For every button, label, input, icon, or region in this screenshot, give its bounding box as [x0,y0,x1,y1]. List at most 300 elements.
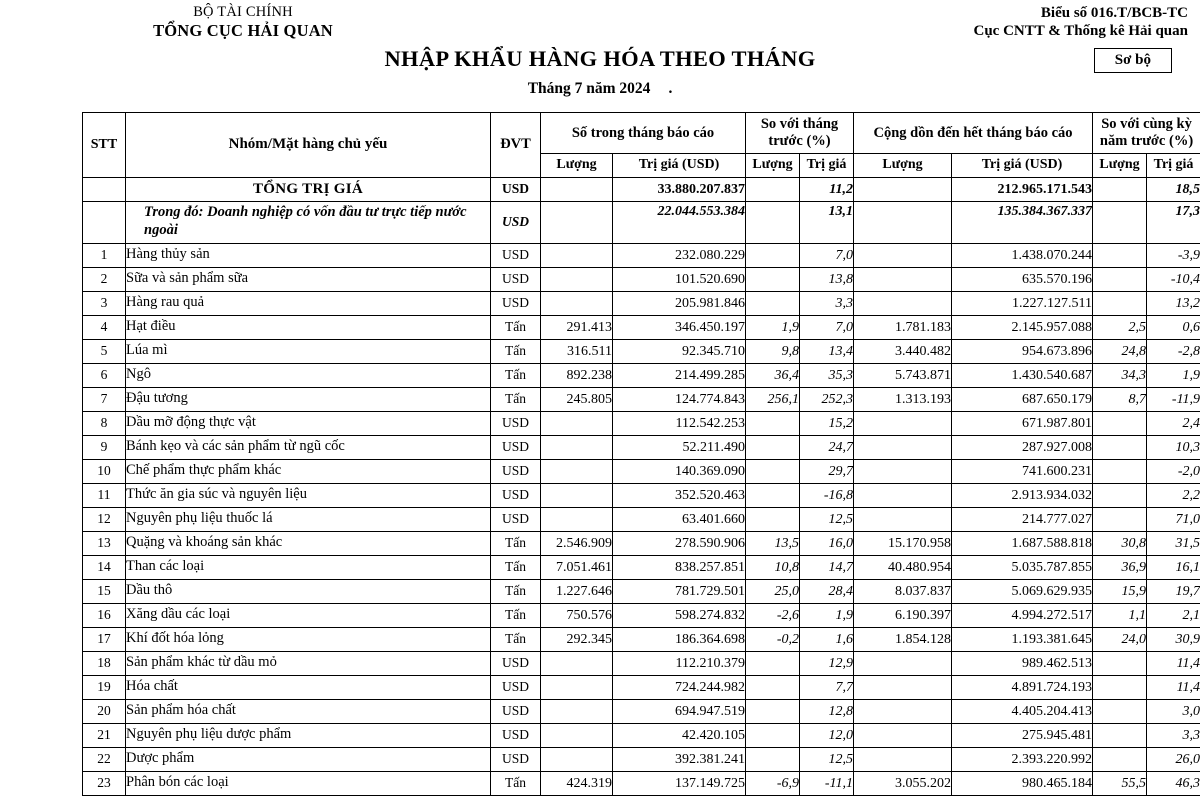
cell-prevmonth-value: 1,9 [800,603,854,627]
page-title: NHẬP KHẨU HÀNG HÓA THEO THÁNG [0,46,1200,72]
table-row [83,651,1200,675]
cell-unit: Tấn [491,771,541,795]
cell-sameperiod-value: 3,3 [1147,723,1200,747]
cell-item-name: Xăng dầu các loại [126,603,491,627]
cell-prevmonth-value: 13,4 [800,339,854,363]
cell-prevmonth-value: 12,8 [800,699,854,723]
cell-month-value: 112.542.253 [613,411,746,435]
cell-prevmonth-quantity [746,201,800,243]
cell-sameperiod-quantity [1093,201,1147,243]
cell-sameperiod-value: 2,2 [1147,483,1200,507]
cell-prevmonth-quantity [746,435,800,459]
table-row [83,555,1200,579]
cell-stt: 18 [83,651,126,675]
cell-cumulative-value: 135.384.367.337 [952,201,1093,243]
cell-cumulative-value: 1.438.070.244 [952,243,1093,267]
cell-month-quantity [541,435,613,459]
table-row [83,411,1200,435]
cell-month-quantity: 292.345 [541,627,613,651]
cell-month-value: 124.774.843 [613,387,746,411]
header-item-name: Nhóm/Mặt hàng chủ yếu [126,113,491,178]
cell-month-quantity: 1.227.646 [541,579,613,603]
cell-prevmonth-quantity: 256,1 [746,387,800,411]
ministry-name: BỘ TÀI CHÍNH [78,4,408,21]
cell-prevmonth-value: 13,8 [800,267,854,291]
cell-sameperiod-value: 30,9 [1147,627,1200,651]
cell-cumulative-value: 635.570.196 [952,267,1093,291]
cell-month-value: 186.364.698 [613,627,746,651]
cell-prevmonth-quantity [746,699,800,723]
header-month-quantity: Lượng [541,154,613,178]
cell-sameperiod-quantity: 34,3 [1093,363,1147,387]
cell-month-value: 352.520.463 [613,483,746,507]
cell-prevmonth-value: 12,5 [800,747,854,771]
cell-cumulative-quantity: 40.480.954 [854,555,952,579]
cell-cumulative-quantity [854,483,952,507]
cell-unit: USD [491,723,541,747]
form-code: Biểu số 016.T/BCB-TC [973,4,1188,22]
cell-prevmonth-value: 15,2 [800,411,854,435]
cell-stt: 19 [83,675,126,699]
cell-cumulative-quantity: 6.190.397 [854,603,952,627]
cell-cumulative-quantity: 8.037.837 [854,579,952,603]
cell-item-name: Dầu mỡ động thực vật [126,411,491,435]
cell-prevmonth-quantity: 10,8 [746,555,800,579]
cell-cumulative-value: 287.927.008 [952,435,1093,459]
cell-sameperiod-quantity: 36,9 [1093,555,1147,579]
table-row [83,435,1200,459]
cell-month-value: 346.450.197 [613,315,746,339]
header-cumulative-quantity: Lượng [854,154,952,178]
cell-cumulative-quantity [854,459,952,483]
cell-prevmonth-value: 24,7 [800,435,854,459]
cell-prevmonth-quantity [746,411,800,435]
cell-prevmonth-value: 35,3 [800,363,854,387]
cell-month-value: 205.981.846 [613,291,746,315]
cell-month-value: 101.520.690 [613,267,746,291]
report-period-label: Tháng 7 năm 2024 [528,80,651,97]
cell-month-value: 278.590.906 [613,531,746,555]
department-name: TỔNG CỤC HẢI QUAN [78,21,408,40]
table-row [83,243,1200,267]
cell-cumulative-value: 212.965.171.543 [952,177,1093,201]
cell-sameperiod-quantity [1093,699,1147,723]
cell-stt: 21 [83,723,126,747]
cell-month-quantity: 892.238 [541,363,613,387]
header-cumulative-value: Trị giá (USD) [952,154,1093,178]
cell-prevmonth-value: 29,7 [800,459,854,483]
cell-unit: Tấn [491,387,541,411]
cell-item-name: Lúa mì [126,339,491,363]
table-row [83,483,1200,507]
header-row-groups [83,113,1200,154]
cell-cumulative-quantity: 1.854.128 [854,627,952,651]
cell-sameperiod-value: -11,9 [1147,387,1200,411]
cell-stt [83,201,126,243]
table-row [83,291,1200,315]
cell-month-quantity [541,483,613,507]
cell-sameperiod-quantity: 15,9 [1093,579,1147,603]
cell-cumulative-value: 687.650.179 [952,387,1093,411]
cell-month-value: 392.381.241 [613,747,746,771]
cell-item-name: Hàng rau quả [126,291,491,315]
cell-sameperiod-value: 46,3 [1147,771,1200,795]
cell-prevmonth-quantity [746,291,800,315]
cell-cumulative-quantity: 3.055.202 [854,771,952,795]
cell-stt: 12 [83,507,126,531]
cell-item-name: Hạt điều [126,315,491,339]
cell-month-value: 63.401.660 [613,507,746,531]
cell-cumulative-value: 954.673.896 [952,339,1093,363]
table-row [83,675,1200,699]
cell-item-name: Khí đốt hóa lỏng [126,627,491,651]
cell-cumulative-quantity [854,507,952,531]
cell-prevmonth-quantity: -6,9 [746,771,800,795]
table-row [83,627,1200,651]
cell-month-value: 724.244.982 [613,675,746,699]
cell-cumulative-value: 1.193.381.645 [952,627,1093,651]
cell-sameperiod-value: -10,4 [1147,267,1200,291]
table-body [83,177,1200,795]
cell-cumulative-value: 980.465.184 [952,771,1093,795]
table-row [83,579,1200,603]
cell-sameperiod-value: 19,7 [1147,579,1200,603]
table-row [83,507,1200,531]
cell-sameperiod-value: -3,9 [1147,243,1200,267]
table-row [83,531,1200,555]
cell-cumulative-value: 1.227.127.511 [952,291,1093,315]
cell-month-quantity [541,201,613,243]
cell-prevmonth-quantity [746,177,800,201]
table-row [83,267,1200,291]
cell-cumulative-quantity [854,723,952,747]
cell-sameperiod-value: 11,4 [1147,651,1200,675]
cell-unit: USD [491,291,541,315]
cell-prevmonth-value: 7,7 [800,675,854,699]
cell-month-value: 92.345.710 [613,339,746,363]
cell-prevmonth-quantity [746,267,800,291]
cell-sameperiod-value: 16,1 [1147,555,1200,579]
cell-month-quantity [541,243,613,267]
cell-unit: USD [491,201,541,243]
cell-prevmonth-quantity: 25,0 [746,579,800,603]
cell-cumulative-value: 989.462.513 [952,651,1093,675]
cell-sameperiod-quantity [1093,243,1147,267]
cell-cumulative-value: 4.405.204.413 [952,699,1093,723]
cell-month-quantity [541,747,613,771]
cell-cumulative-quantity: 1.313.193 [854,387,952,411]
cell-stt: 11 [83,483,126,507]
cell-cumulative-value: 214.777.027 [952,507,1093,531]
cell-sameperiod-value: 71,0 [1147,507,1200,531]
header-group-vs-same-period: So với cùng kỳ năm trước (%) [1093,113,1200,154]
cell-cumulative-value: 2.393.220.992 [952,747,1093,771]
cell-unit: USD [491,435,541,459]
cell-cumulative-quantity: 5.743.871 [854,363,952,387]
cell-month-value: 781.729.501 [613,579,746,603]
cell-unit: Tấn [491,579,541,603]
cell-month-value: 838.257.851 [613,555,746,579]
cell-cumulative-quantity [854,699,952,723]
cell-prevmonth-value: 13,1 [800,201,854,243]
cell-sameperiod-quantity [1093,291,1147,315]
cell-sameperiod-value: -2,0 [1147,459,1200,483]
cell-month-quantity: 7.051.461 [541,555,613,579]
cell-prevmonth-value: 3,3 [800,291,854,315]
cell-prevmonth-quantity: 9,8 [746,339,800,363]
cell-sameperiod-quantity [1093,411,1147,435]
cell-stt: 2 [83,267,126,291]
import-statistics-table [82,112,1200,796]
statistics-table-container [82,112,1190,796]
header-group-cumulative: Cộng dồn đến hết tháng báo cáo [854,113,1093,154]
cell-unit: USD [491,411,541,435]
cell-item-name: Nguyên phụ liệu thuốc lá [126,507,491,531]
table-row [83,387,1200,411]
cell-cumulative-value: 741.600.231 [952,459,1093,483]
cell-prevmonth-quantity [746,675,800,699]
table-row [83,339,1200,363]
cell-item-name: Nguyên phụ liệu dược phẩm [126,723,491,747]
header-unit: ĐVT [491,113,541,178]
cell-month-quantity: 316.511 [541,339,613,363]
cell-prevmonth-value: -16,8 [800,483,854,507]
cell-stt: 6 [83,363,126,387]
cell-month-quantity [541,723,613,747]
cell-sameperiod-quantity: 2,5 [1093,315,1147,339]
cell-stt: 23 [83,771,126,795]
cell-month-value: 140.369.090 [613,459,746,483]
form-issuer: Cục CNTT & Thống kê Hải quan [973,22,1188,40]
cell-prevmonth-quantity: 13,5 [746,531,800,555]
cell-stt: 14 [83,555,126,579]
cell-unit: Tấn [491,339,541,363]
table-row-fdi-subtotal [83,201,1200,243]
cell-stt: 1 [83,243,126,267]
table-row [83,459,1200,483]
cell-month-quantity [541,411,613,435]
cell-unit: USD [491,747,541,771]
cell-month-quantity [541,177,613,201]
cell-item-name: Thức ăn gia súc và nguyên liệu [126,483,491,507]
cell-month-quantity: 424.319 [541,771,613,795]
cell-unit: Tấn [491,555,541,579]
table-row [83,315,1200,339]
cell-sameperiod-value: 0,6 [1147,315,1200,339]
cell-sameperiod-value: 2,1 [1147,603,1200,627]
cell-stt: 17 [83,627,126,651]
cell-sameperiod-quantity: 30,8 [1093,531,1147,555]
cell-month-quantity: 750.576 [541,603,613,627]
cell-cumulative-quantity: 1.781.183 [854,315,952,339]
cell-cumulative-quantity [854,177,952,201]
cell-prevmonth-quantity: -2,6 [746,603,800,627]
cell-item-name: Dược phẩm [126,747,491,771]
cell-cumulative-value: 275.945.481 [952,723,1093,747]
cell-month-value: 52.211.490 [613,435,746,459]
cell-item-name: Dầu thô [126,579,491,603]
report-period [0,80,1200,98]
cell-prevmonth-quantity [746,483,800,507]
cell-item-name: Sản phẩm hóa chất [126,699,491,723]
cell-prevmonth-value: 12,0 [800,723,854,747]
cell-sameperiod-quantity: 24,8 [1093,339,1147,363]
cell-cumulative-quantity: 15.170.958 [854,531,952,555]
header-month-value: Trị giá (USD) [613,154,746,178]
cell-month-value: 33.880.207.837 [613,177,746,201]
cell-cumulative-value: 1.687.588.818 [952,531,1093,555]
cell-cumulative-quantity [854,267,952,291]
table-row [83,723,1200,747]
cell-cumulative-value: 2.145.957.088 [952,315,1093,339]
cell-stt: 20 [83,699,126,723]
cell-prevmonth-quantity [746,243,800,267]
cell-prevmonth-quantity [746,507,800,531]
cell-item-name: Quặng và khoáng sản khác [126,531,491,555]
cell-prevmonth-quantity: 1,9 [746,315,800,339]
cell-prevmonth-quantity: 36,4 [746,363,800,387]
cell-sameperiod-quantity: 1,1 [1093,603,1147,627]
cell-stt: 15 [83,579,126,603]
cell-month-quantity: 245.805 [541,387,613,411]
cell-month-value: 598.274.832 [613,603,746,627]
cell-stt: 13 [83,531,126,555]
cell-stt: 22 [83,747,126,771]
cell-stt: 5 [83,339,126,363]
cell-item-name: Phân bón các loại [126,771,491,795]
cell-month-value: 232.080.229 [613,243,746,267]
header-stt: STT [83,113,126,178]
cell-prevmonth-value: 14,7 [800,555,854,579]
cell-sameperiod-value: -2,8 [1147,339,1200,363]
cell-sameperiod-value: 17,3 [1147,201,1200,243]
cell-item-name: Ngô [126,363,491,387]
cell-stt [83,177,126,201]
cell-cumulative-quantity [854,201,952,243]
cell-cumulative-quantity [854,291,952,315]
table-row [83,699,1200,723]
cell-item-name: Sản phẩm khác từ dầu mỏ [126,651,491,675]
cell-cumulative-value: 4.891.724.193 [952,675,1093,699]
cell-item-name: Sữa và sản phẩm sữa [126,267,491,291]
cell-month-quantity [541,459,613,483]
cell-unit: USD [491,675,541,699]
cell-stt: 4 [83,315,126,339]
cell-sameperiod-quantity [1093,651,1147,675]
cell-sameperiod-quantity [1093,747,1147,771]
cell-stt: 9 [83,435,126,459]
cell-month-value: 694.947.519 [613,699,746,723]
cell-cumulative-quantity [854,675,952,699]
cell-prevmonth-value: 1,6 [800,627,854,651]
cell-cumulative-quantity: 3.440.482 [854,339,952,363]
cell-month-quantity [541,675,613,699]
cell-unit: USD [491,243,541,267]
table-row [83,747,1200,771]
cell-sameperiod-value: 2,4 [1147,411,1200,435]
cell-sameperiod-quantity [1093,507,1147,531]
cell-prevmonth-value: 7,0 [800,315,854,339]
cell-prevmonth-value: 12,9 [800,651,854,675]
cell-month-value: 22.044.553.384 [613,201,746,243]
cell-month-quantity [541,507,613,531]
cell-sameperiod-quantity [1093,723,1147,747]
cell-month-quantity: 2.546.909 [541,531,613,555]
cell-item-name: TỔNG TRỊ GIÁ [126,177,491,201]
report-period-trailing-mark: . [650,80,672,97]
cell-sameperiod-quantity [1093,267,1147,291]
cell-prevmonth-value: 11,2 [800,177,854,201]
cell-prevmonth-value: 28,4 [800,579,854,603]
header-group-vs-previous-month: So với tháng trước (%) [746,113,854,154]
cell-cumulative-value: 5.069.629.935 [952,579,1093,603]
header-sameperiod-quantity: Lượng [1093,154,1147,178]
cell-month-quantity: 291.413 [541,315,613,339]
cell-unit: Tấn [491,315,541,339]
cell-unit: USD [491,699,541,723]
cell-month-quantity [541,699,613,723]
cell-month-value: 112.210.379 [613,651,746,675]
cell-cumulative-quantity [854,747,952,771]
cell-sameperiod-value: 26,0 [1147,747,1200,771]
table-row [83,603,1200,627]
table-row [83,771,1200,795]
cell-unit: USD [491,507,541,531]
cell-stt: 8 [83,411,126,435]
cell-unit: USD [491,459,541,483]
cell-unit: Tấn [491,627,541,651]
cell-sameperiod-quantity: 55,5 [1093,771,1147,795]
status-badge: Sơ bộ [1094,48,1172,74]
cell-cumulative-value: 1.430.540.687 [952,363,1093,387]
cell-prevmonth-quantity [746,723,800,747]
cell-sameperiod-value: 1,9 [1147,363,1200,387]
table-head [83,113,1200,178]
cell-cumulative-value: 5.035.787.855 [952,555,1093,579]
header-prevmonth-quantity: Lượng [746,154,800,178]
table-row-grand-total [83,177,1200,201]
cell-prevmonth-quantity [746,459,800,483]
cell-prevmonth-quantity: -0,2 [746,627,800,651]
cell-prevmonth-value: 252,3 [800,387,854,411]
document-masthead [0,0,1200,108]
cell-cumulative-value: 671.987.801 [952,411,1093,435]
cell-item-name: Hàng thủy sản [126,243,491,267]
cell-sameperiod-value: 3,0 [1147,699,1200,723]
cell-prevmonth-quantity [746,747,800,771]
cell-sameperiod-quantity: 24,0 [1093,627,1147,651]
cell-item-name: Hóa chất [126,675,491,699]
cell-cumulative-quantity [854,435,952,459]
cell-stt: 3 [83,291,126,315]
issuing-organization [78,4,408,41]
cell-sameperiod-quantity: 8,7 [1093,387,1147,411]
cell-prevmonth-value: 16,0 [800,531,854,555]
cell-month-value: 214.499.285 [613,363,746,387]
cell-month-quantity [541,267,613,291]
cell-item-name: Bánh kẹo và các sản phẩm từ ngũ cốc [126,435,491,459]
cell-item-name: Trong đó: Doanh nghiệp có vốn đầu tư trực tiếp nước ngoài [126,201,491,243]
cell-unit: USD [491,177,541,201]
cell-month-quantity [541,291,613,315]
cell-sameperiod-quantity [1093,459,1147,483]
cell-prevmonth-value: -11,1 [800,771,854,795]
header-prevmonth-value: Trị giá [800,154,854,178]
cell-item-name: Chế phẩm thực phẩm khác [126,459,491,483]
cell-unit: USD [491,651,541,675]
cell-sameperiod-value: 13,2 [1147,291,1200,315]
cell-cumulative-quantity [854,411,952,435]
